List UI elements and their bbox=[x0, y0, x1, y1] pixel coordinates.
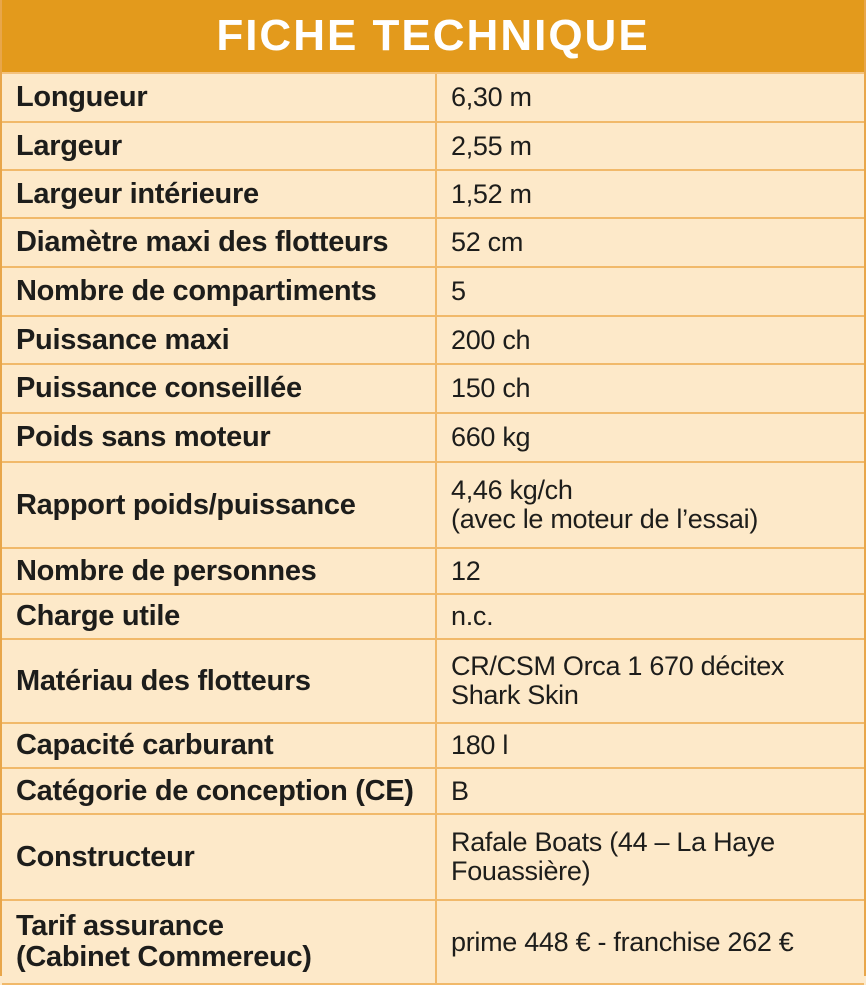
spec-label: Charge utile bbox=[2, 594, 436, 639]
spec-row-largeur-interieure bbox=[2, 170, 864, 218]
spec-row-constructeur bbox=[2, 814, 864, 900]
spec-row-largeur bbox=[2, 122, 864, 170]
spec-row-categorie-conception bbox=[2, 768, 864, 814]
spec-row-longueur bbox=[2, 74, 864, 122]
spec-row-puissance-conseillee bbox=[2, 364, 864, 413]
spec-value: B bbox=[436, 768, 864, 814]
spec-label: Poids sans moteur bbox=[2, 413, 436, 462]
spec-label: Largeur intérieure bbox=[2, 170, 436, 218]
spec-value: 1,52 m bbox=[436, 170, 864, 218]
spec-label: Rapport poids/puissance bbox=[2, 462, 436, 548]
spec-value: 180 l bbox=[436, 723, 864, 768]
spec-label: Constructeur bbox=[2, 814, 436, 900]
spec-label: Nombre de compartiments bbox=[2, 267, 436, 316]
sheet-title: FICHE TECHNIQUE bbox=[216, 11, 650, 60]
spec-value: n.c. bbox=[436, 594, 864, 639]
spec-label: Catégorie de conception (CE) bbox=[2, 768, 436, 814]
spec-value: 660 kg bbox=[436, 413, 864, 462]
spec-row-puissance-maxi bbox=[2, 316, 864, 364]
spec-label: Largeur bbox=[2, 122, 436, 170]
spec-row-charge-utile bbox=[2, 594, 864, 639]
spec-row-rapport-poids-puissance bbox=[2, 462, 864, 548]
spec-row-capacite-carburant bbox=[2, 723, 864, 768]
spec-label: Capacité carburant bbox=[2, 723, 436, 768]
spec-value: CR/CSM Orca 1 670 décitex Shark Skin bbox=[436, 639, 864, 723]
spec-value: 6,30 m bbox=[436, 74, 864, 122]
spec-label: Puissance conseillée bbox=[2, 364, 436, 413]
spec-value: Rafale Boats (44 – La Haye Fouassière) bbox=[436, 814, 864, 900]
spec-label: Diamètre maxi des flotteurs bbox=[2, 218, 436, 267]
spec-value: 4,46 kg/ch (avec le moteur de l’essai) bbox=[436, 462, 864, 548]
spec-row-nombre-personnes bbox=[2, 548, 864, 594]
spec-row-diametre-flotteurs bbox=[2, 218, 864, 267]
spec-value: 52 cm bbox=[436, 218, 864, 267]
spec-label: Longueur bbox=[2, 74, 436, 122]
spec-table bbox=[2, 74, 864, 985]
spec-label: Puissance maxi bbox=[2, 316, 436, 364]
spec-label: Tarif assurance (Cabinet Commereuc) bbox=[2, 900, 436, 984]
header-banner bbox=[2, 0, 864, 74]
spec-value: 150 ch bbox=[436, 364, 864, 413]
spec-value: 5 bbox=[436, 267, 864, 316]
spec-value: 200 ch bbox=[436, 316, 864, 364]
spec-row-tarif-assurance bbox=[2, 900, 864, 984]
spec-row-poids-sans-moteur bbox=[2, 413, 864, 462]
spec-row-nombre-compartiments bbox=[2, 267, 864, 316]
spec-value: prime 448 € - franchise 262 € bbox=[436, 900, 864, 984]
spec-label: Nombre de personnes bbox=[2, 548, 436, 594]
spec-value: 2,55 m bbox=[436, 122, 864, 170]
spec-row-materiau-flotteurs bbox=[2, 639, 864, 723]
spec-label: Matériau des flotteurs bbox=[2, 639, 436, 723]
spec-value: 12 bbox=[436, 548, 864, 594]
